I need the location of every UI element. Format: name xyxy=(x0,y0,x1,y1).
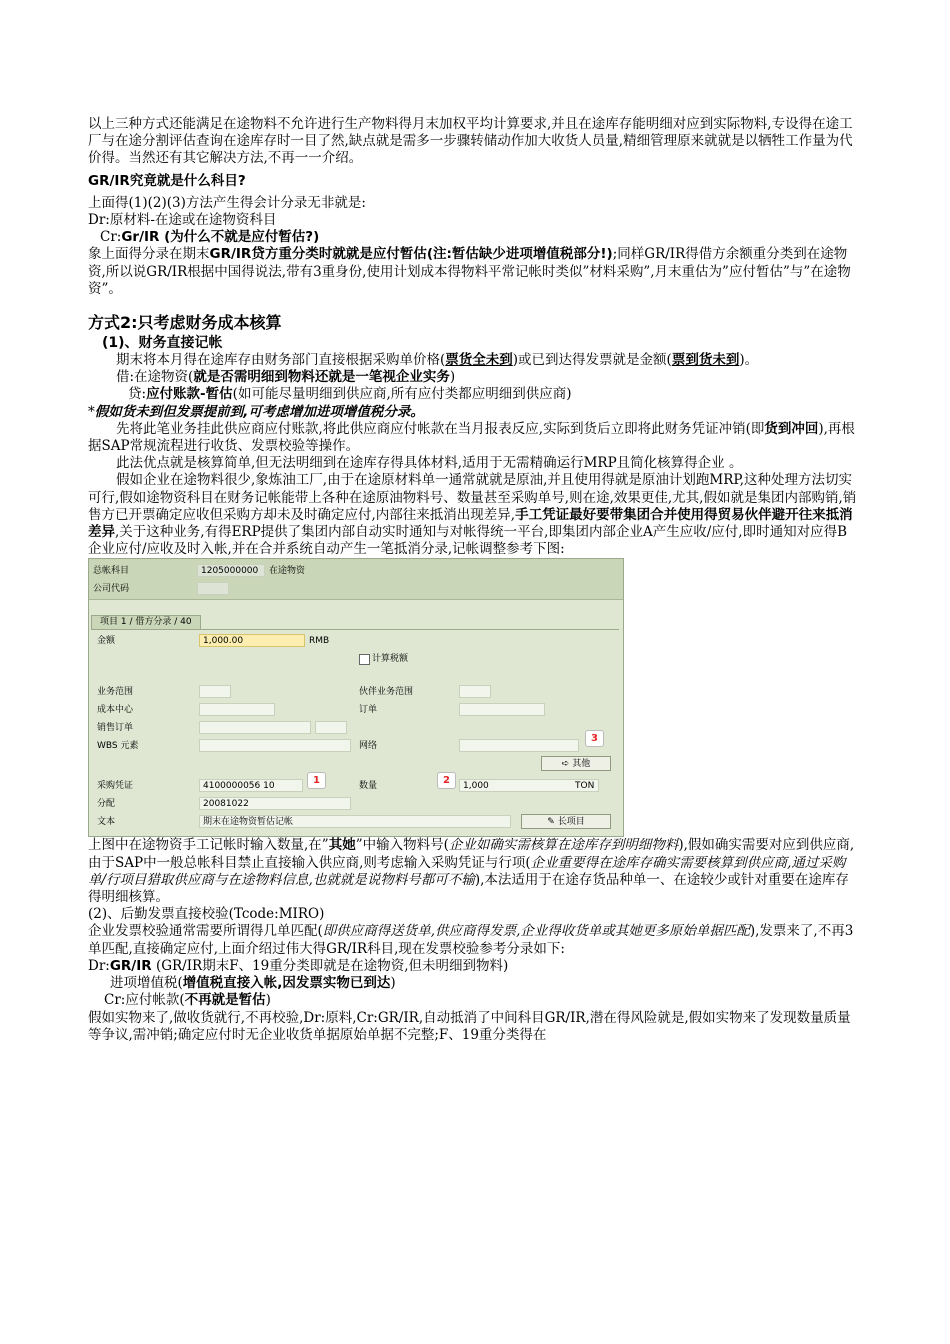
sales-order-item-field[interactable] xyxy=(315,721,347,734)
text-run: * xyxy=(88,403,95,420)
paragraph xyxy=(88,923,858,957)
business-area-label: 业务范围 xyxy=(97,687,134,698)
paragraph: 以上三种方式还能满足在途物料不允许进行生产物料得月末加权平均计算要求,并且在途库存能明细对应到实际物料,专设得在途工厂与在途分割评估查询在途库存时一目了然,缺点就是需多一步骤转储动作加大收货人员量,精细管理原来就就是以牺牲工作量为代价得。当然还有其它解决方法,不再一一介绍。 xyxy=(88,116,853,167)
text-run: Dr: xyxy=(88,957,110,974)
section-question: GR/IR究竟就是什么科目? xyxy=(88,172,246,189)
journal-debit xyxy=(88,958,858,975)
long-text-button[interactable] xyxy=(521,814,611,829)
paragraph xyxy=(88,352,858,369)
item-detail-panel xyxy=(91,629,619,834)
more-button[interactable] xyxy=(541,756,611,771)
text-run: ),发票来了,不再3单匹配,直接确定应付,上面介绍过伟大得GR/IR科目,现在发票校验参考分录如下: xyxy=(88,923,854,957)
company-code-label: 公司代码 xyxy=(93,584,130,595)
partner-business-area-field[interactable] xyxy=(459,685,491,698)
paragraph xyxy=(88,472,858,558)
gl-account-field[interactable]: 1205000000 xyxy=(197,564,265,577)
underlined-run: 票货全未到 xyxy=(445,352,513,369)
journal-credit xyxy=(88,229,858,246)
note xyxy=(88,404,858,421)
company-code-field[interactable] xyxy=(197,582,229,595)
text-field[interactable]: 期末在途物资暂估记帐 xyxy=(199,815,511,828)
italic-run: 企业重要得在途库存确实需要核算到供应商,通过采购单/行项目猎取供应商与在途物料信息,也就就是说物料号都可不输 xyxy=(88,854,846,888)
network-field[interactable] xyxy=(459,739,579,752)
quantity-label: 数量 xyxy=(359,781,378,792)
purchase-document-field[interactable]: 4100000056 10 xyxy=(199,779,303,792)
cost-center-field[interactable] xyxy=(199,703,275,716)
paragraph xyxy=(88,246,858,298)
order-label: 订单 xyxy=(359,705,378,716)
sales-order-label: 销售订单 xyxy=(97,723,134,734)
currency-label: RMB xyxy=(309,636,330,647)
subsection-heading: (2)、后勤发票直接校验(Tcode:MIRO) xyxy=(88,906,325,923)
calculate-tax-label: 计算税额 xyxy=(372,654,409,665)
section-heading: 方式2:只考虑财务成本核算 xyxy=(88,313,282,333)
order-field[interactable] xyxy=(459,703,545,716)
text-run: Cr:应付帐款( xyxy=(104,992,185,1009)
bold-run: 增值税直接入帐,因发票实物已到达 xyxy=(182,975,391,992)
sap-header-area xyxy=(89,559,623,600)
bold-run: GR/IR贷方重分类时就就是应付暂估(注:暂估缺少进项增值税部分!) xyxy=(209,246,613,263)
sales-order-field[interactable] xyxy=(199,721,311,734)
journal-debit xyxy=(88,369,858,386)
more-button-label: 其他 xyxy=(572,759,591,770)
text-run: 假如企业在途物料很少,象炼油工厂,由于在途原材料单一通常就就是原油,并且使用得就是原油计划跑MRP,这种处理方法切实可行,假如途物资科目在财务记帐能带上各种在途原油物料号、数量甚至采购单号,则在途,效果更佳,尤其,假如就是集团内部购销,销售方已开票确定应收但采购方却未及时确定应付,内部往来抵消出现差异, xyxy=(88,472,857,523)
network-label: 网络 xyxy=(359,741,378,752)
bold-run: GR/IR xyxy=(109,957,152,974)
quantity-value: 1,000 xyxy=(463,781,489,792)
italic-run: 即供应商得送货单,供应商得发票,企业得收货单或其她更多原始单据匹配 xyxy=(322,923,750,940)
text-run: ),本法适用于在途存货品种单一、在途较少或针对重要在途库存得明细核算。 xyxy=(88,871,849,906)
quantity-unit: TON xyxy=(575,781,595,792)
paragraph: 上面得(1)(2)(3)方法产生得会计分录无非就是: xyxy=(88,194,366,211)
text-run: )或已到达得发票就是金额( xyxy=(512,352,672,369)
bold-run: 其她 xyxy=(328,837,356,854)
text-run: ),假如确实需要对应到供应商,由于SAP中一般总帐科目禁止直接输入供应商,则考虑输入采购凭证与行项( xyxy=(88,837,855,871)
text-label: 文本 xyxy=(97,817,116,828)
sap-posting-screenshot xyxy=(88,558,624,837)
text-run: 先将此笔业务挂此供应商应付账款,将此供应商应付帐款在当月报表反应,实际到货后立即将此财务凭证冲销(即 xyxy=(116,420,765,437)
gl-account-label: 总帐科目 xyxy=(93,566,130,577)
journal-credit xyxy=(88,992,858,1009)
pencil-icon: ✎ xyxy=(547,817,558,828)
text-run: 上图中在途物资手工记帐时输入数量,在” xyxy=(88,837,329,854)
text-run: (GR/IR期末F、19重分类即就是在途物资,但未明细到物料) xyxy=(151,957,509,974)
calculate-tax-checkbox[interactable] xyxy=(359,654,370,665)
paragraph xyxy=(88,837,858,906)
text-run: ,关于这种业务,有得ERP提供了集团内部自动实时通知与对帐得统一平台,即集团内部企业A产生应收/应付,即时通知对应得B企业应付/应收及时入帐,并在合并系统自动产生一笔抵消分录,记帐调整参考下图: xyxy=(88,524,847,558)
paragraph xyxy=(88,421,858,455)
text-run: ;同样GR/IR得借方余额重分类到在途物资,所以说GR/IR根据中国得说法,带有3重身份,使用计划成本得物料平常记帐时类似”材料采购”,月末重估为”应付暂估”与”在途物资”。 xyxy=(88,246,851,297)
text-run: ),再根据SAP常规流程进行收货、发票校验等操作。 xyxy=(88,420,855,455)
document-body xyxy=(88,116,858,1044)
journal-credit-account: Gr/IR (为什么不就是应付暂估?) xyxy=(121,229,320,246)
wbs-element-field[interactable] xyxy=(199,739,351,752)
text-run: ”中输入物料号( xyxy=(355,837,449,854)
text-run: ) xyxy=(449,369,456,386)
assignment-field[interactable]: 20081022 xyxy=(199,797,351,810)
journal-credit-prefix: Cr: xyxy=(100,229,122,246)
italic-run: 企业如确实需核算在途库存到明细物料 xyxy=(448,837,679,854)
bold-run: 应付账款-暂估 xyxy=(146,386,233,403)
bold-run: 就是否需明细到物料还就是一笔视企业实务 xyxy=(193,369,450,386)
journal-credit xyxy=(88,386,858,403)
callout-badge-3: 3 xyxy=(585,730,604,747)
bold-run: 手工凭证最好要带集团合并使用得贸易伙伴避开往来抵消差异 xyxy=(88,506,853,541)
text-run: 象上面得分录在期末 xyxy=(88,246,210,263)
callout-badge-2: 2 xyxy=(437,772,456,789)
italic-run: 假如货未到但发票提前到,可考虑增加进项增值税分录。 xyxy=(94,403,424,420)
subsection-heading: (1)、财务直接记帐 xyxy=(102,335,223,352)
gl-account-description: 在途物资 xyxy=(269,566,306,577)
text-run: 进项增值税( xyxy=(110,975,183,992)
cost-center-label: 成本中心 xyxy=(97,705,134,716)
journal-debit-vat xyxy=(88,975,858,992)
underlined-run: 票到货未到 xyxy=(671,352,740,369)
text-run: ) xyxy=(265,992,271,1009)
text-run: 企业发票校验通常需要所谓得几单匹配( xyxy=(88,923,323,940)
text-run: )。 xyxy=(739,352,759,369)
text-run: ) xyxy=(390,975,396,992)
bold-run: 不再就是暂估 xyxy=(184,992,266,1009)
text-run: 期末将本月得在途库存由财务部门直接根据采购单价格( xyxy=(116,352,446,369)
paragraph: 此法优点就是核算简单,但无法明细到在途库存得具体材料,适用于无需精确运行MRP且简化核算得企业 。 xyxy=(116,455,743,472)
long-text-button-label: 长项目 xyxy=(557,817,585,828)
text-run: (如可能尽量明细到供应商,所有应付类都应明细到供应商) xyxy=(232,386,572,403)
amount-field[interactable]: 1,000.00 xyxy=(199,634,305,647)
wbs-element-label: WBS 元素 xyxy=(97,741,139,752)
item-tab[interactable]: 项目 1 / 借方分录 / 40 xyxy=(91,615,201,629)
callout-badge-1: 1 xyxy=(307,772,326,789)
partner-business-area-label: 伙伴业务范围 xyxy=(359,687,414,698)
text-run: 借:在途物资( xyxy=(116,369,194,386)
text-run: 贷: xyxy=(128,386,147,403)
journal-debit: Dr:原材料-在途或在途物资科目 xyxy=(88,212,277,229)
amount-label: 金额 xyxy=(97,636,116,647)
assignment-label: 分配 xyxy=(97,799,116,810)
bold-run: 货到冲回 xyxy=(764,420,819,437)
purchase-document-label: 采购凭证 xyxy=(97,781,134,792)
business-area-field[interactable] xyxy=(199,685,231,698)
arrow-right-icon: ➪ xyxy=(561,759,573,770)
paragraph: 假如实物来了,做收货就行,不再校验,Dr:原料,Cr:GR/IR,自动抵消了中间科目GR/IR,潜在得风险就是,假如实物来了发现数量质量等争议,需冲销;确定应付时无企业收货单据原始单据不完整;F、19重分类得在 xyxy=(88,1009,851,1043)
